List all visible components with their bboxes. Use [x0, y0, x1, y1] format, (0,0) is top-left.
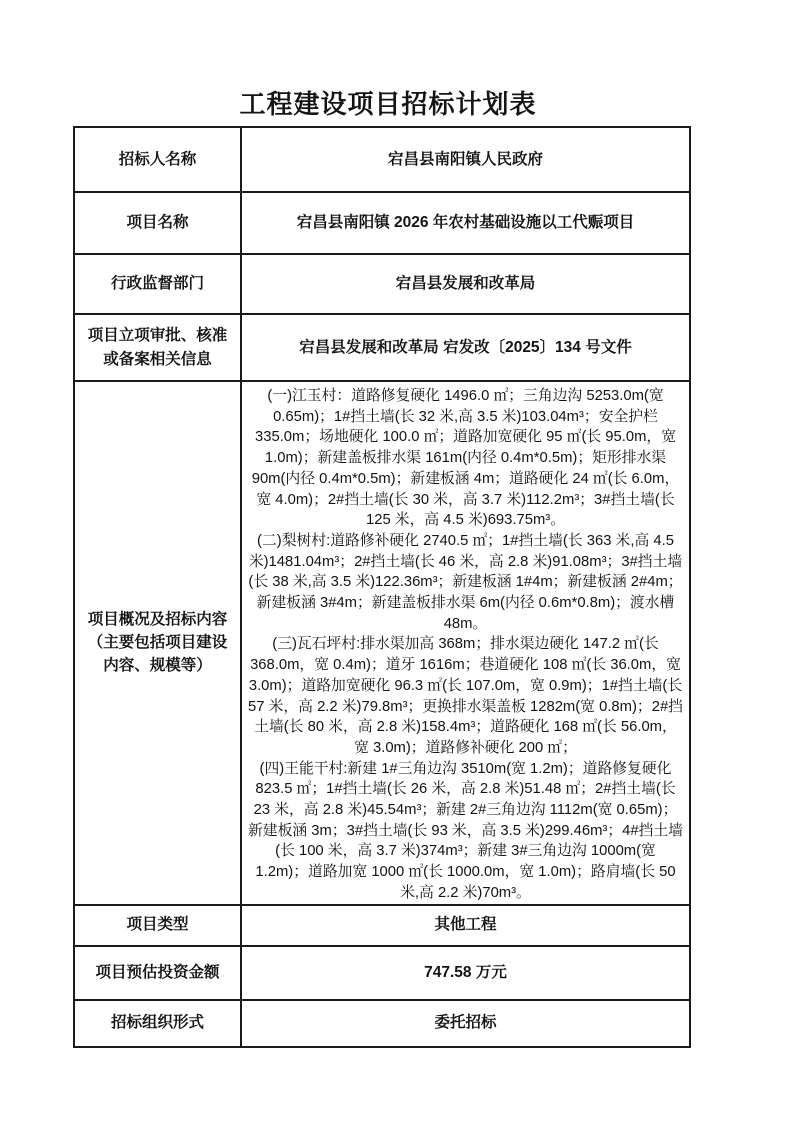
tenderer-name-value: 宕昌县南阳镇人民政府: [241, 127, 690, 192]
table-row-project-name: [74, 192, 690, 254]
estimated-investment-value: 747.58 万元: [241, 946, 690, 1000]
table-row-supervising-department: [74, 254, 690, 314]
table-row-project-overview: [74, 381, 690, 905]
project-name-value: 宕昌县南阳镇 2026 年农村基础设施以工代赈项目: [241, 192, 690, 254]
table-row-project-type: [74, 905, 690, 946]
document-title: 工程建设项目招标计划表: [239, 89, 537, 119]
project-overview-value: [241, 381, 690, 905]
overview-paragraph-jiangyu-village: (一)江玉村：道路修复硬化 1496.0 ㎡；三角边沟 5253.0m(宽 0.65m)；1#挡土墙(长 32 米,高 3.5 米)103.04m³；安全护栏 335.0m；场地硬化 100.0 ㎡；道路加宽硬化 95 ㎡(长 95.0m，宽 1.0m)；新建盖板排水渠 161m(内径 0.4m*0.5m)；矩形排水渠 90m(内径 0.4m*0.5m)；新建板涵 4m；道路硬化 24 ㎡(长 6.0m，宽 4.0m)；2#挡土墙(长 30 米，高 3.7 米)112.2m³；3#挡土墙(长 125 米，高 4.5 米)693.75m³。: [251, 388, 680, 529]
table-row-approval-info: [74, 314, 690, 381]
estimated-investment-label: 项目预估投资金额: [74, 946, 241, 1000]
project-type-label: 项目类型: [74, 905, 241, 946]
approval-info-label: 项目立项审批、核准或备案相关信息: [74, 314, 241, 381]
tenderer-name-label: 招标人名称: [74, 127, 241, 192]
bidding-plan-table: [73, 126, 691, 1048]
overview-paragraph-lishu-village: (二)梨树村:道路修补硬化 2740.5 ㎡；1#挡土墙(长 363 米,高 4.5 米)1481.04m³；2#挡土墙(长 46 米，高 2.8 米)91.08m³；3#挡土墙(长 38 米,高 3.5 米)122.36m³；新建板涵 1#4m；新建板涵 2#4m；新建板涵 3#4m；新建盖板排水渠 6m(内径 0.6m*0.8m)；渡水槽 48m。: [248, 532, 683, 632]
supervising-department-label: 行政监督部门: [74, 254, 241, 314]
bidding-organization-form-value: 委托招标: [241, 1000, 690, 1047]
project-name-label: 项目名称: [74, 192, 241, 254]
approval-info-value: 宕昌县发展和改革局 宕发改〔2025〕134 号文件: [241, 314, 690, 381]
project-overview-label: 项目概况及招标内容（主要包括项目建设内容、规模等）: [74, 381, 241, 905]
bidding-organization-form-label: 招标组织形式: [74, 1000, 241, 1047]
table-row-estimated-investment: [74, 946, 690, 1000]
table-row-bidding-organization-form: [74, 1000, 690, 1047]
project-type-value: 其他工程: [241, 905, 690, 946]
table-row-tenderer-name: [74, 127, 690, 192]
overview-paragraph-wangnenggan-village: (四)王能干村:新建 1#三角边沟 3510m(宽 1.2m)；道路修复硬化 823.5 ㎡；1#挡土墙(长 26 米，高 2.8 米)51.48 ㎡；2#挡土墙(长 23 米，高 2.8 米)45.54m³；新建 2#三角边沟 1112m(宽 0.65m)；新建板涵 3m；3#挡土墙(长 93 米，高 3.5 米)299.46m³；4#挡土墙(长 100 米，高 3.7 米)374m³；新建 3#三角边沟 1000m(宽 1.2m)；道路加宽 1000 ㎡(长 1000.0m，宽 1.0m)；路肩墙(长 50 米,高 2.2 米)70m³。: [248, 760, 683, 901]
supervising-department-value: 宕昌县发展和改革局: [241, 254, 690, 314]
overview-paragraph-washiping-village: (三)瓦石坪村:排水渠加高 368m；排水渠边硬化 147.2 ㎡(长 368.0m，宽 0.4m)；道牙 1616m；巷道硬化 108 ㎡(长 36.0m，宽 3.0m)；道路加宽硬化 96.3 ㎡(长 107.0m，宽 0.9m)；1#挡土墙(长 57 米，高 2.2 米)79.8m³；更换排水渠盖板 1282m(宽 0.8m)；2#挡土墙(长 80 米，高 2.8 米)158.4m³；道路硬化 168 ㎡(长 56.0m，宽 3.0m)；道路修补硬化 200 ㎡；: [248, 636, 683, 756]
